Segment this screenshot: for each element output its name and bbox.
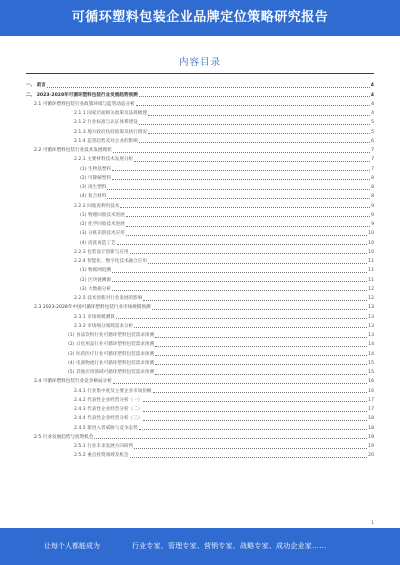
- toc-entry[interactable]: [26, 145, 374, 154]
- toc-entry[interactable]: [26, 210, 374, 219]
- toc-leader-dots: [143, 300, 367, 301]
- toc-entry[interactable]: [26, 247, 374, 256]
- toc-entry-text: 大数据分析: [88, 286, 111, 292]
- toc-leader-dots: [112, 179, 370, 180]
- toc-leader-dots: [126, 216, 370, 217]
- toc-entry[interactable]: [26, 358, 374, 367]
- toc-entry-text: 代表性企业经营分析（三）: [87, 416, 143, 422]
- toc-entry-number: 2.4.5: [74, 425, 86, 431]
- toc-leader-dots: [107, 198, 370, 199]
- toc-entry[interactable]: [26, 200, 374, 209]
- footer-bar: [0, 528, 400, 565]
- toc-entry-number: (2): [80, 175, 87, 181]
- toc-entry-number: (2): [68, 342, 75, 348]
- toc-entry-number: 2.5.2: [74, 453, 86, 459]
- toc-entry[interactable]: [26, 395, 374, 404]
- toc-entry-number: (4): [80, 194, 87, 200]
- toc-entry-page: 20: [368, 453, 374, 459]
- toc-entry-page: 8: [371, 194, 374, 200]
- toc-entry[interactable]: [26, 450, 374, 459]
- toc-entry-number: 2.1.4: [74, 138, 86, 144]
- toc-entry-page: 16: [368, 388, 374, 394]
- toc-leader-dots: [153, 392, 368, 393]
- toc-entry-number: 2.4.4: [74, 416, 86, 422]
- toc-entry-text: 食品饮料行业可循环塑料包装需求预测: [76, 333, 155, 338]
- toc-entry[interactable]: [26, 256, 374, 265]
- footer-slogan: 让每个人都能成为: [44, 542, 100, 550]
- toc-leader-dots: [139, 142, 370, 143]
- toc-leader-dots: [120, 207, 370, 208]
- toc-entry-page: 5: [371, 129, 374, 135]
- toc-leader-dots: [143, 411, 367, 412]
- toc-entry[interactable]: [26, 404, 374, 413]
- toc-leader-dots: [155, 355, 367, 356]
- toc-entry-page: 4: [370, 92, 374, 98]
- toc-entry-page: 7: [371, 166, 374, 172]
- toc-entry-number: 二、: [26, 92, 36, 98]
- toc-entry-page: 7: [371, 157, 374, 163]
- toc-entry-text: 代表性企业经营分析（二）: [87, 407, 143, 412]
- toc-entry-page: 17: [368, 397, 374, 403]
- toc-entry-text: 分拣识别技术应用: [88, 231, 125, 237]
- toc-entry-page: 9: [371, 203, 374, 209]
- toc-entry[interactable]: [26, 163, 374, 172]
- toc-entry-number: 一、: [26, 83, 36, 89]
- toc-entry[interactable]: [26, 274, 374, 283]
- toc-entry-text: 行业未来发展方向研判: [87, 444, 134, 449]
- toc-entry[interactable]: [26, 126, 374, 135]
- report-title: 可循环塑料包装企业品牌定位策略研究报告: [71, 10, 329, 25]
- toc-entry-text: 行业集中度及主要企业市场份额: [87, 388, 152, 394]
- toc-entry[interactable]: [26, 284, 374, 293]
- toc-entry-number: 2.2.1: [74, 157, 86, 163]
- toc-entry[interactable]: [26, 89, 374, 98]
- toc-leader-dots: [112, 281, 367, 282]
- toc-entry-text: 前言: [36, 83, 46, 89]
- toc-entry-page: 11: [368, 277, 374, 283]
- toc-list: [26, 80, 374, 459]
- toc-entry-page: 10: [368, 231, 374, 237]
- toc-entry[interactable]: [26, 136, 374, 145]
- toc-entry[interactable]: [26, 228, 374, 237]
- toc-entry-text: 再生塑料: [88, 185, 107, 190]
- toc-entry-number: 2.2.4: [74, 259, 86, 264]
- toc-leader-dots: [139, 124, 370, 125]
- toc-entry[interactable]: [26, 108, 374, 117]
- toc-leader-dots: [139, 96, 370, 97]
- toc-entry-page: 7: [371, 148, 374, 153]
- toc-entry-number: 2.1.2: [74, 120, 86, 126]
- toc-entry-number: 2.3: [34, 305, 42, 311]
- toc-entry-page: 11: [368, 259, 374, 264]
- toc-entry-page: 8: [371, 175, 374, 181]
- toc-entry-text: 监管趋势及对企业的影响: [87, 138, 138, 144]
- toc-entry-text: 地方政府扶持政策及执行情况: [87, 129, 147, 135]
- toc-entry-text: 智能化、数字化技术融合应用: [87, 259, 147, 264]
- toc-entry-number: (3): [80, 286, 87, 292]
- toc-leader-dots: [148, 263, 367, 264]
- toc-entry-page: 10: [368, 249, 374, 255]
- toc-leader-dots: [47, 87, 370, 88]
- toc-entry-text: 电商物流行业可循环塑料包装需求预测: [76, 360, 155, 366]
- toc-entry-page: 8: [371, 185, 374, 190]
- toc-entry-page: 13: [368, 305, 374, 311]
- toc-entry-number: 2.5: [34, 434, 42, 440]
- toc-entry-page: 19: [368, 444, 374, 449]
- toc-entry[interactable]: [26, 182, 374, 191]
- toc-leader-dots: [143, 420, 367, 421]
- toc-entry-page: 4: [371, 101, 374, 107]
- toc-entry-page: 18: [368, 416, 374, 422]
- toc-entry-text: 可循环塑料包装行业政策环境与监管动态分析: [42, 101, 135, 107]
- toc-entry-number: 2.1: [34, 101, 42, 107]
- toc-entry[interactable]: [26, 80, 374, 89]
- toc-entry-page: 12: [368, 286, 374, 292]
- toc-entry[interactable]: [26, 117, 374, 126]
- toc-entry[interactable]: [26, 330, 374, 339]
- toc-entry-text: 可循环塑料包装行业竞争格局分析: [42, 379, 112, 385]
- toc-entry-number: 2.2: [34, 148, 42, 153]
- toc-entry-number: (1): [80, 166, 87, 172]
- toc-entry[interactable]: [26, 191, 374, 200]
- toc-entry-number: (1): [68, 333, 75, 338]
- toc-entry-page: 9: [371, 222, 374, 227]
- toc-entry[interactable]: [26, 321, 374, 330]
- toc-leader-dots: [113, 152, 370, 153]
- toc-entry[interactable]: [26, 311, 374, 320]
- toc-entry-text: 市场细分领域需求分析: [87, 323, 134, 329]
- toc-leader-dots: [155, 337, 367, 338]
- footer-tagline: 行业专家、管理专家、营销专家、战略专家、成功企业家……: [132, 542, 327, 550]
- toc-leader-dots: [152, 309, 368, 310]
- toc-entry-page: 15: [368, 360, 374, 366]
- toc-leader-dots: [112, 272, 367, 273]
- toc-entry[interactable]: [26, 99, 374, 108]
- toc-entry-text: 清洗再造工艺: [88, 240, 116, 246]
- toc-entry-number: (3): [80, 185, 87, 190]
- toc-entry-page: 19: [368, 434, 374, 440]
- toc-entry-page: 13: [368, 323, 374, 329]
- toc-entry[interactable]: [26, 432, 374, 441]
- toc-divider: [26, 73, 374, 74]
- toc-leader-dots: [139, 429, 367, 430]
- toc-leader-dots: [155, 364, 367, 365]
- toc-entry-page: 4: [371, 111, 374, 116]
- toc-entry[interactable]: [26, 376, 374, 385]
- toc-entry-text: 新进入者威胁与竞争态势: [87, 425, 138, 431]
- toc-entry-text: 医药医疗行业可循环塑料包装需求预测: [76, 351, 155, 357]
- toc-entry-number: 2.4.1: [74, 388, 86, 394]
- toc-entry-number: 2.5.1: [74, 444, 86, 449]
- toc-entry-text: 可循环塑料包装行业技术发展现状: [42, 148, 112, 153]
- toc-entry-text: 包装设计创新与应用: [87, 249, 129, 255]
- toc-entry-text: 回收再利用技术: [87, 203, 120, 209]
- toc-leader-dots: [155, 374, 367, 375]
- toc-entry-page: 10: [368, 240, 374, 246]
- toc-entry[interactable]: [26, 219, 374, 228]
- toc-entry-number: 2.2.5: [74, 296, 86, 301]
- toc-entry-number: 2.1.3: [74, 129, 86, 135]
- toc-entry-page: 5: [371, 120, 374, 126]
- toc-entry[interactable]: [26, 339, 374, 348]
- toc-entry-text: 生物基塑料: [88, 166, 111, 172]
- toc-entry-text: 区块链溯源: [88, 277, 111, 283]
- toc-entry-number: 2.1.1: [74, 111, 86, 116]
- toc-leader-dots: [113, 383, 367, 384]
- toc-leader-dots: [155, 346, 367, 347]
- toc-entry-page: 11: [368, 268, 374, 274]
- toc-entry-page: 12: [368, 296, 374, 301]
- toc-entry-text: 2023-2028年可循环塑料包装行业发展趋势预测: [36, 92, 138, 98]
- toc-entry[interactable]: [26, 154, 374, 163]
- toc-entry-page: 6: [371, 138, 374, 144]
- toc-leader-dots: [117, 244, 368, 245]
- toc-leader-dots: [134, 161, 370, 162]
- toc-entry-number: 2.4.3: [74, 407, 86, 412]
- toc-entry-page: 14: [368, 342, 374, 348]
- toc-entry-number: 2.4: [34, 379, 42, 385]
- toc-entry-text: 化学回收技术进展: [88, 222, 125, 227]
- toc-entry-text: 其他应用领域可循环塑料包装需求预测: [76, 370, 155, 375]
- toc-entry-text: 国家层面相关政策及法规梳理: [87, 111, 147, 116]
- toc-entry-text: 代表性企业经营分析（一）: [87, 397, 143, 403]
- toc-entry-text: 复合材料: [88, 194, 107, 200]
- toc-entry-number: 2.3.2: [74, 323, 86, 329]
- toc-leader-dots: [148, 115, 370, 116]
- toc-entry-number: (4): [68, 360, 75, 366]
- toc-entry-page: 18: [368, 425, 374, 431]
- toc-leader-dots: [130, 253, 368, 254]
- toc-entry-number: (2): [80, 222, 87, 227]
- toc-entry[interactable]: [26, 265, 374, 274]
- toc-entry[interactable]: [26, 441, 374, 450]
- toc-entry-page: 4: [370, 83, 374, 89]
- toc-entry-text: 物联网追溯: [88, 268, 111, 274]
- toc-entry[interactable]: [26, 385, 374, 394]
- toc-entry-text: 主要材料技术发展分析: [87, 157, 134, 163]
- toc-entry-number: (4): [80, 240, 87, 246]
- toc-leader-dots: [126, 235, 367, 236]
- toc-entry-text: 行业标准与认证体系建设: [87, 120, 138, 126]
- page-number: 1: [371, 521, 374, 526]
- toc-entry[interactable]: [26, 422, 374, 431]
- toc-entry[interactable]: [26, 348, 374, 357]
- toc-entry-text: 日化用品行业可循环塑料包装需求预测: [76, 342, 155, 348]
- toc-entry-page: 9: [371, 212, 374, 218]
- toc-entry[interactable]: [26, 413, 374, 422]
- toc-leader-dots: [94, 438, 367, 439]
- toc-entry-number: (2): [80, 277, 87, 283]
- toc-entry-text: 行业发展趋势与投资机会: [42, 434, 94, 440]
- toc-entry-number: 2.2.2: [74, 203, 86, 209]
- toc-leader-dots: [112, 170, 370, 171]
- toc-entry-number: 2.4.2: [74, 397, 86, 403]
- toc-entry-page: 15: [368, 370, 374, 375]
- document-page: [20, 40, 380, 528]
- toc-entry-number: (3): [68, 351, 75, 357]
- toc-entry-page: 16: [368, 379, 374, 385]
- toc-leader-dots: [126, 226, 370, 227]
- toc-leader-dots: [134, 327, 367, 328]
- toc-entry-text: 重点投资领域及机会: [87, 453, 129, 459]
- toc-entry-text: 市场规模测算: [87, 314, 115, 320]
- toc-entry-text: 可降解塑料: [88, 175, 111, 181]
- toc-entry[interactable]: [26, 302, 374, 311]
- toc-entry-page: 13: [368, 314, 374, 320]
- toc-leader-dots: [112, 290, 367, 291]
- toc-entry-number: 2.2.3: [74, 249, 86, 255]
- header-bar: [0, 0, 400, 36]
- toc-leader-dots: [130, 457, 368, 458]
- toc-entry[interactable]: [26, 237, 374, 246]
- toc-entry-number: (5): [68, 370, 75, 375]
- toc-entry-page: 17: [368, 407, 374, 412]
- toc-entry[interactable]: [26, 173, 374, 182]
- toc-entry-number: (1): [80, 268, 87, 274]
- toc-entry[interactable]: [26, 367, 374, 376]
- toc-entry-text: 技术创新对行业发展的影响: [87, 296, 143, 301]
- toc-leader-dots: [134, 448, 367, 449]
- toc-leader-dots: [143, 401, 367, 402]
- toc-leader-dots: [107, 189, 370, 190]
- toc-leader-dots: [148, 133, 370, 134]
- toc-entry-text: 2023-2028年中国可循环塑料包装行业市场规模预测: [42, 305, 151, 311]
- toc-entry[interactable]: [26, 293, 374, 302]
- toc-entry-page: 13: [368, 333, 374, 338]
- toc-leader-dots: [136, 105, 370, 106]
- toc-entry-number: (1): [80, 212, 87, 218]
- toc-entry-number: (3): [80, 231, 87, 237]
- toc-entry-page: 14: [368, 351, 374, 357]
- toc-title: 内容目录: [178, 57, 221, 68]
- toc-entry-number: 2.3.1: [74, 314, 86, 320]
- toc-leader-dots: [116, 318, 367, 319]
- toc-entry-text: 物理回收技术进展: [88, 212, 125, 218]
